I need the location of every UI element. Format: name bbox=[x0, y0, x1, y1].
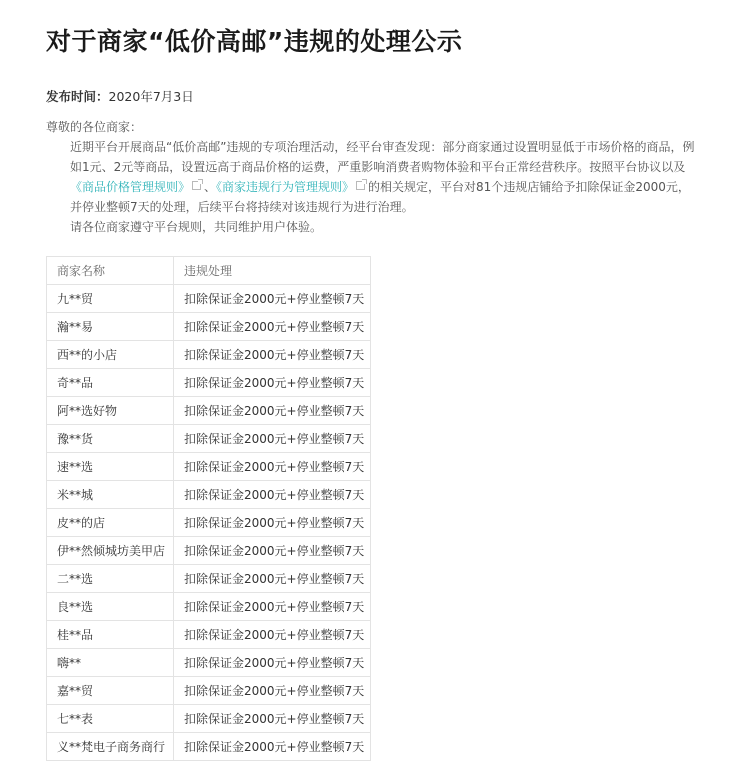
violation-action-cell: 扣除保证金2000元+停业整顿7天 bbox=[174, 453, 371, 481]
merchant-name-cell: 二**选 bbox=[47, 565, 174, 593]
violation-action-cell: 扣除保证金2000元+停业整顿7天 bbox=[174, 649, 371, 677]
violation-action-cell: 扣除保证金2000元+停业整顿7天 bbox=[174, 397, 371, 425]
table-row bbox=[47, 537, 371, 565]
table-row bbox=[47, 593, 371, 621]
merchant-name-cell: 西**的小店 bbox=[47, 341, 174, 369]
violation-action-cell: 扣除保证金2000元+停业整顿7天 bbox=[174, 509, 371, 537]
merchant-name-cell: 伊**然倾城坊美甲店 bbox=[47, 537, 174, 565]
header-merchant-name: 商家名称 bbox=[47, 257, 174, 285]
publish-date-label: 发布时间： bbox=[46, 89, 109, 104]
violation-action-cell: 扣除保证金2000元+停业整顿7天 bbox=[174, 705, 371, 733]
merchant-name-cell: 米**城 bbox=[47, 481, 174, 509]
merchant-name-cell: 豫**货 bbox=[47, 425, 174, 453]
table-row bbox=[47, 313, 371, 341]
violation-action-cell: 扣除保证金2000元+停业整顿7天 bbox=[174, 565, 371, 593]
paragraph-closing: 请各位商家遵守平台规则，共同维护用户体验。 bbox=[70, 220, 323, 234]
paragraph-main-tail: 的相关规定，平台对81个违规店铺给予扣除保证金2000元，并停业整顿7天的处理，后续平台将持续对该违规行为进行治理。 bbox=[70, 180, 690, 214]
merchant-name-cell: 速**选 bbox=[47, 453, 174, 481]
violation-table bbox=[46, 256, 371, 761]
merchant-name-cell: 瀚**易 bbox=[47, 313, 174, 341]
violation-table-container bbox=[46, 256, 371, 761]
link-separator: 、 bbox=[204, 180, 217, 194]
merchant-name-cell: 七**表 bbox=[47, 705, 174, 733]
merchant-name-cell: 阿**选好物 bbox=[47, 397, 174, 425]
external-link-icon[interactable] bbox=[356, 181, 365, 190]
merchant-name-cell: 九**贸 bbox=[47, 285, 174, 313]
publish-date bbox=[46, 88, 194, 106]
violation-action-cell: 扣除保证金2000元+停业整顿7天 bbox=[174, 341, 371, 369]
greeting: 尊敬的各位商家： bbox=[46, 120, 143, 134]
table-row bbox=[47, 397, 371, 425]
table-row bbox=[47, 733, 371, 761]
merchant-violation-rules-link[interactable]: 《商家违规行为管理规则》 bbox=[216, 180, 355, 194]
merchant-name-cell: 嘉**贸 bbox=[47, 677, 174, 705]
table-row bbox=[47, 453, 371, 481]
violation-action-cell: 扣除保证金2000元+停业整顿7天 bbox=[174, 621, 371, 649]
table-row bbox=[47, 425, 371, 453]
paragraph-main bbox=[46, 137, 696, 217]
merchant-name-cell: 良**选 bbox=[47, 593, 174, 621]
merchant-name-cell: 皮**的店 bbox=[47, 509, 174, 537]
table-row bbox=[47, 621, 371, 649]
table-header-row bbox=[47, 257, 371, 285]
violation-action-cell: 扣除保证金2000元+停业整顿7天 bbox=[174, 285, 371, 313]
table-row bbox=[47, 369, 371, 397]
page-title: 对于商家“低价高邮”违规的处理公示 bbox=[46, 27, 463, 56]
violation-action-cell: 扣除保证金2000元+停业整顿7天 bbox=[174, 369, 371, 397]
table-row bbox=[47, 285, 371, 313]
table-row bbox=[47, 649, 371, 677]
external-link-icon[interactable] bbox=[192, 181, 201, 190]
violation-action-cell: 扣除保证金2000元+停业整顿7天 bbox=[174, 677, 371, 705]
announcement-body bbox=[46, 117, 696, 237]
violation-action-cell: 扣除保证金2000元+停业整顿7天 bbox=[174, 593, 371, 621]
table-row bbox=[47, 341, 371, 369]
publish-date-value: 2020年7月3日 bbox=[108, 89, 194, 104]
header-violation-action: 违规处理 bbox=[174, 257, 371, 285]
table-row bbox=[47, 705, 371, 733]
violation-action-cell: 扣除保证金2000元+停业整顿7天 bbox=[174, 537, 371, 565]
merchant-name-cell: 义**梵电子商务商行 bbox=[47, 733, 174, 761]
violation-action-cell: 扣除保证金2000元+停业整顿7天 bbox=[174, 313, 371, 341]
violation-action-cell: 扣除保证金2000元+停业整顿7天 bbox=[174, 733, 371, 761]
table-row bbox=[47, 481, 371, 509]
merchant-name-cell: 桂**品 bbox=[47, 621, 174, 649]
table-row bbox=[47, 677, 371, 705]
merchant-name-cell: 奇**品 bbox=[47, 369, 174, 397]
price-rules-link[interactable]: 《商品价格管理规则》 bbox=[70, 180, 191, 194]
paragraph-main-lead: 近期平台开展商品“低价高邮”违规的专项治理活动，经平台审查发现：部分商家通过设置明显低于市场价格的商品，例如1元、2元等商品，设置远高于商品价格的运费，严重影响消费者购物体验和平台正常经营秩序。按照平台协议以及 bbox=[70, 140, 695, 174]
violation-action-cell: 扣除保证金2000元+停业整顿7天 bbox=[174, 425, 371, 453]
violation-action-cell: 扣除保证金2000元+停业整顿7天 bbox=[174, 481, 371, 509]
table-row bbox=[47, 509, 371, 537]
table-row bbox=[47, 565, 371, 593]
merchant-name-cell: 嗨** bbox=[47, 649, 174, 677]
